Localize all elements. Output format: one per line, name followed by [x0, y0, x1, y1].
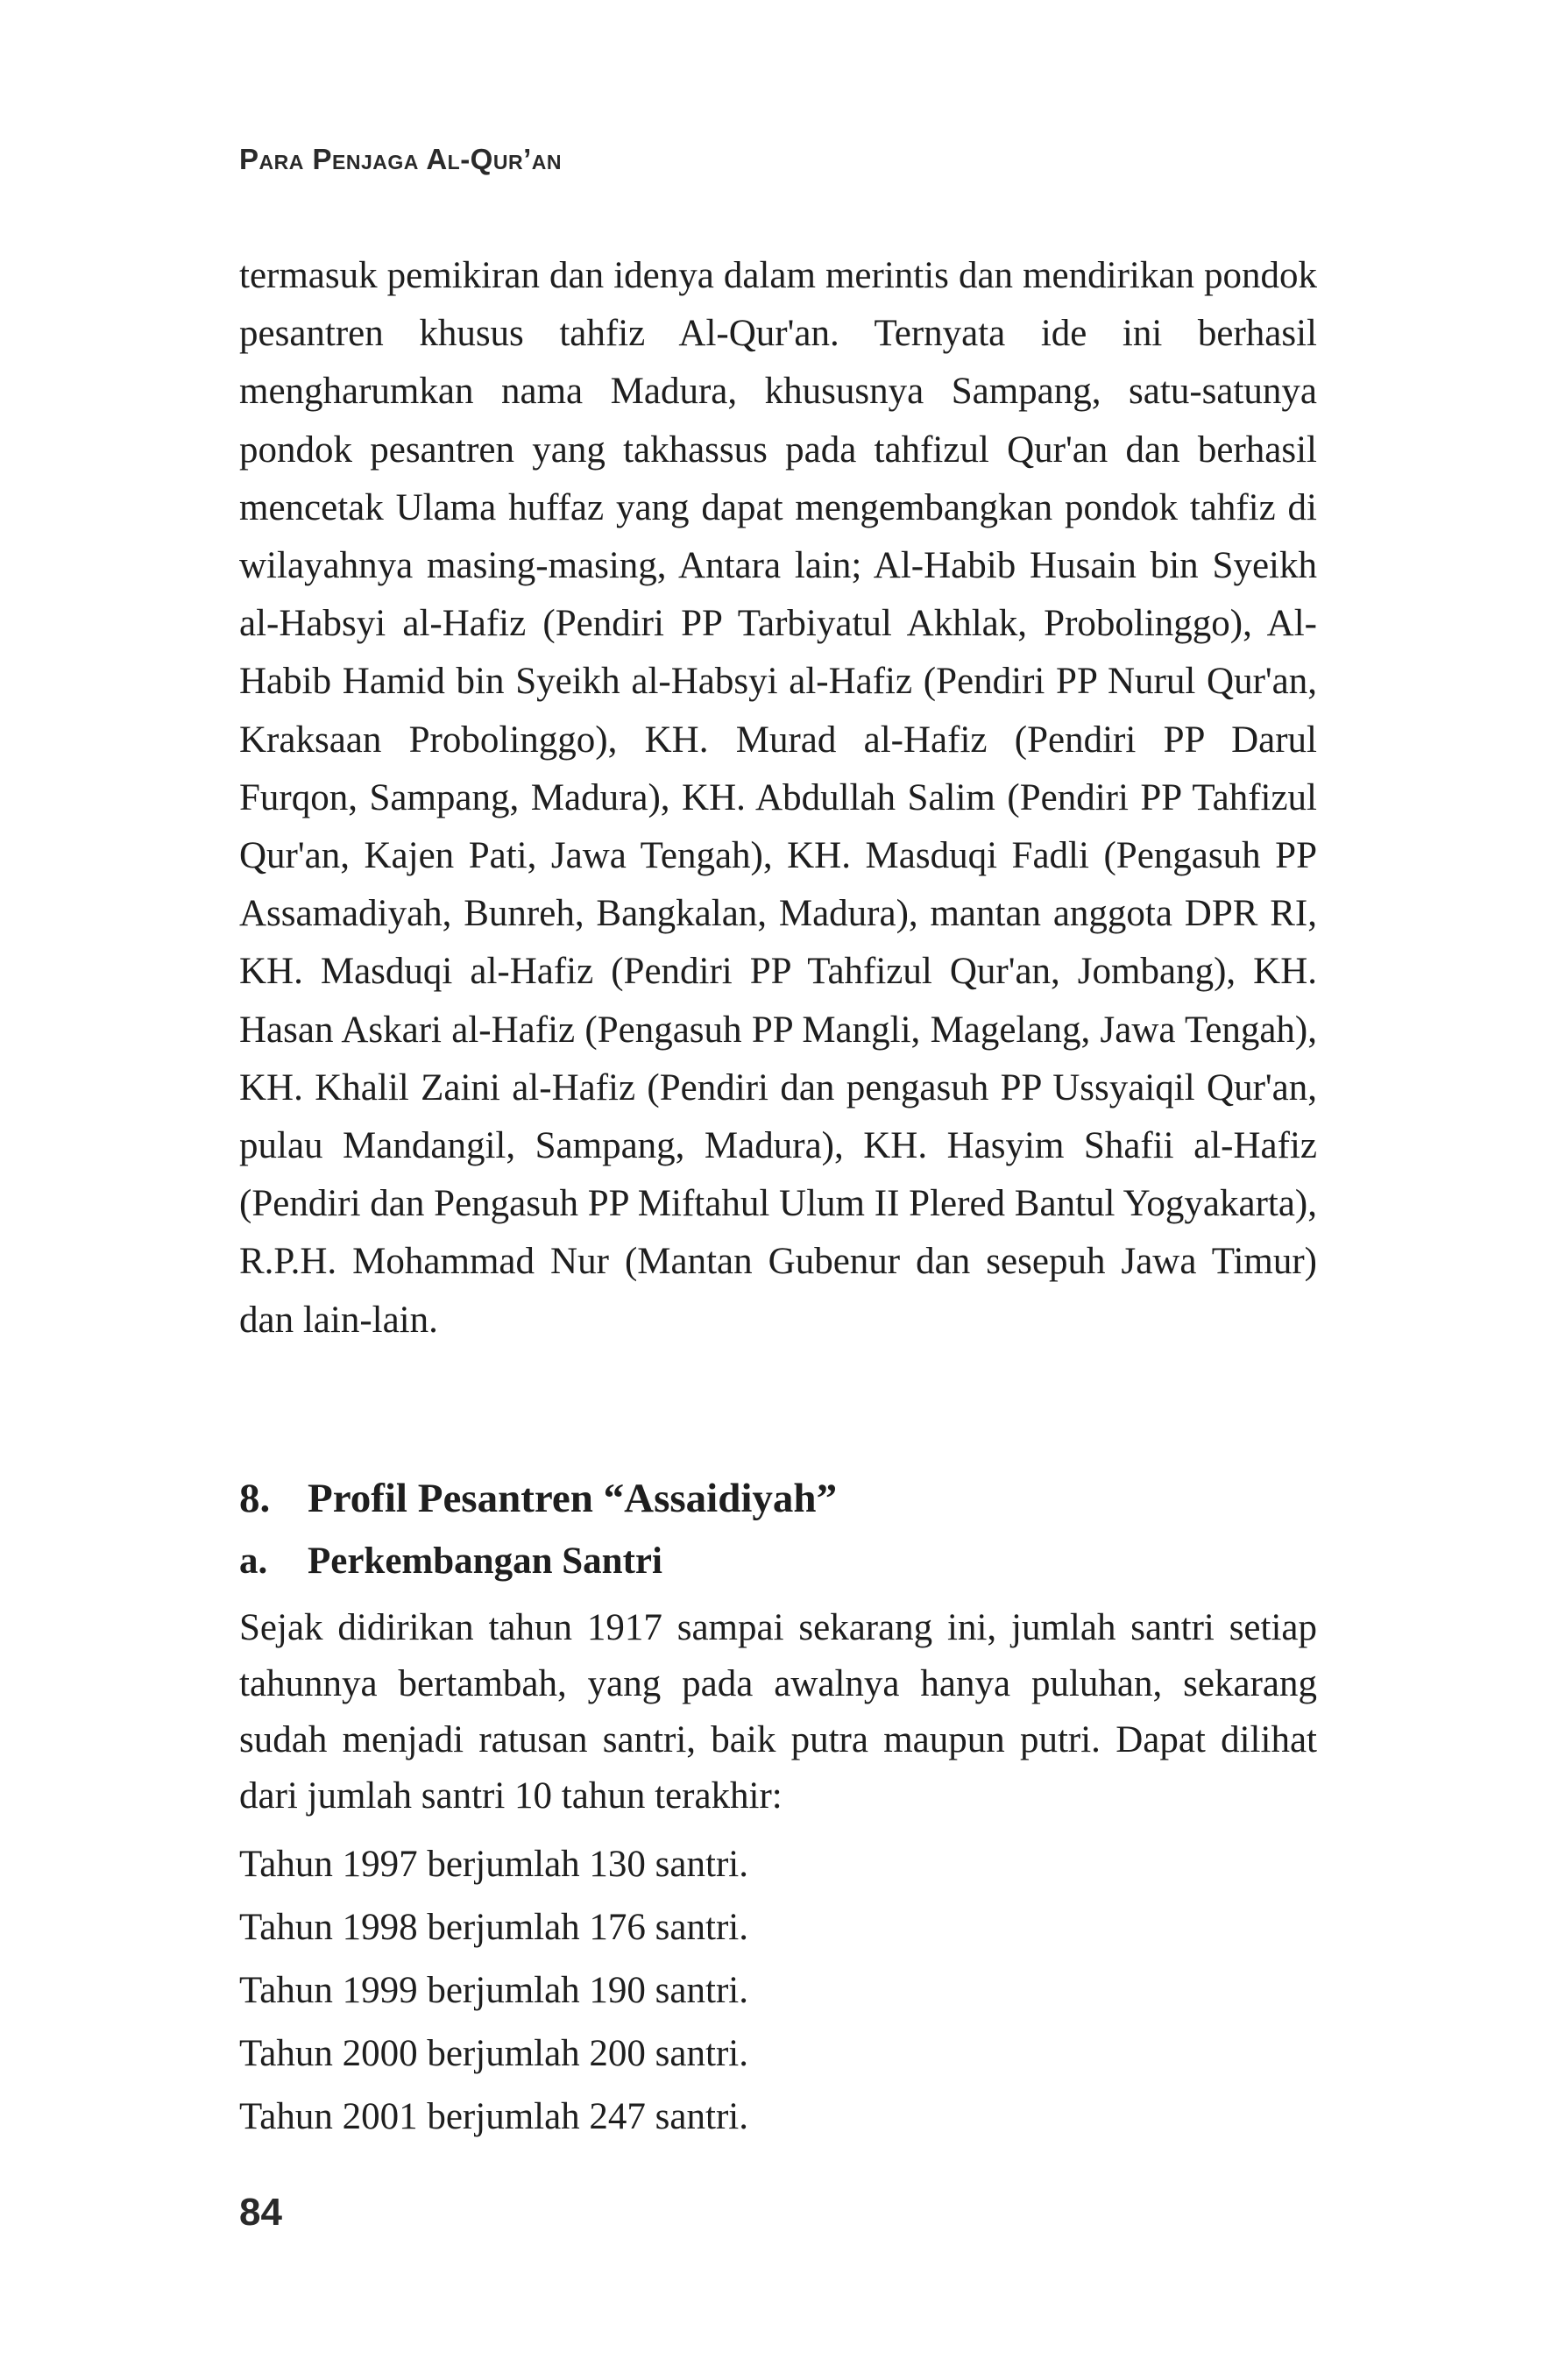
subsection-heading	[239, 1535, 1317, 1588]
stats-item: Tahun 1998 berjumlah 176 santri.	[239, 1907, 748, 1948]
section-number: 8.	[239, 1476, 271, 1521]
page-number: 84	[239, 2191, 282, 2234]
stats-item: Tahun 2001 berjumlah 247 santri.	[239, 2096, 748, 2137]
running-head: Para Penjaga Al-Qur’an	[239, 143, 562, 175]
intro-paragraph: Sejak didirikan tahun 1917 sampai sekarang ini, jumlah santri setiap tahunnya bertambah, yang pada awalnya hanya puluhan, sekarang sudah menjadi ratusan santri, baik putra maupun putri. Dapat dilihat dari jumlah santri 10 tahun terakhir:	[239, 1607, 1317, 1817]
section-heading	[239, 1470, 1317, 1526]
subsection-title: Perkembangan Santri	[308, 1541, 662, 1582]
stats-item: Tahun 1997 berjumlah 130 santri.	[239, 1844, 748, 1885]
stats-item: Tahun 1999 berjumlah 190 santri.	[239, 1970, 748, 2011]
stats-item: Tahun 2000 berjumlah 200 santri.	[239, 2033, 748, 2074]
body-paragraph: termasuk pemikiran dan idenya dalam merintis dan mendirikan pondok pesantren khusus tahfiz Al-Qur'an. Ternyata ide ini berhasil mengharumkan nama Madura, khususnya Sampang, satu-satunya pondok pesantren yang takhassus pada tahfizul Qur'an dan berhasil mencetak Ulama huffaz yang dapat mengembangkan pondok tahfiz di wilayahnya masing-masing, Antara lain; Al-Habib Husain bin Syeikh al-Habsyi al-Hafiz (Pendiri PP Tarbiyatul Akhlak, Probolinggo), Al-Habib Hamid bin Syeikh al-Habsyi al-Hafiz (Pendiri PP Nurul Qur'an, Kraksaan Probolinggo), KH. Murad al-Hafiz (Pendiri PP Darul Furqon, Sampang, Madura), KH. Abdullah Salim (Pendiri PP Tahfizul Qur'an, Kajen Pati, Jawa Tengah), KH. Masduqi Fadli (Pengasuh PP Assamadiyah, Bunreh, Bangkalan, Madura), mantan anggota DPR RI, KH. Masduqi al-Hafiz (Pendiri PP Tahfizul Qur'an, Jombang), KH. Hasan Askari al-Hafiz (Pengasuh PP Mangli, Magelang, Jawa Tengah), KH. Khalil Zaini al-Hafiz (Pendiri dan pengasuh PP Ussyaiqil Qur'an, pulau Mandangil, Sampang, Madura), KH. Hasyim Shafii al-Hafiz (Pendiri dan Pengasuh PP Miftahul Ulum II Plered Bantul Yogyakarta), R.P.H. Mohammad Nur (Mantan Gubenur dan sesepuh Jawa Timur) dan lain-lain.	[239, 255, 1317, 1341]
section-title: Profil Pesantren “Assaidiyah”	[308, 1476, 838, 1521]
stats-list	[239, 1833, 1317, 2149]
subsection-number: a.	[239, 1541, 268, 1582]
